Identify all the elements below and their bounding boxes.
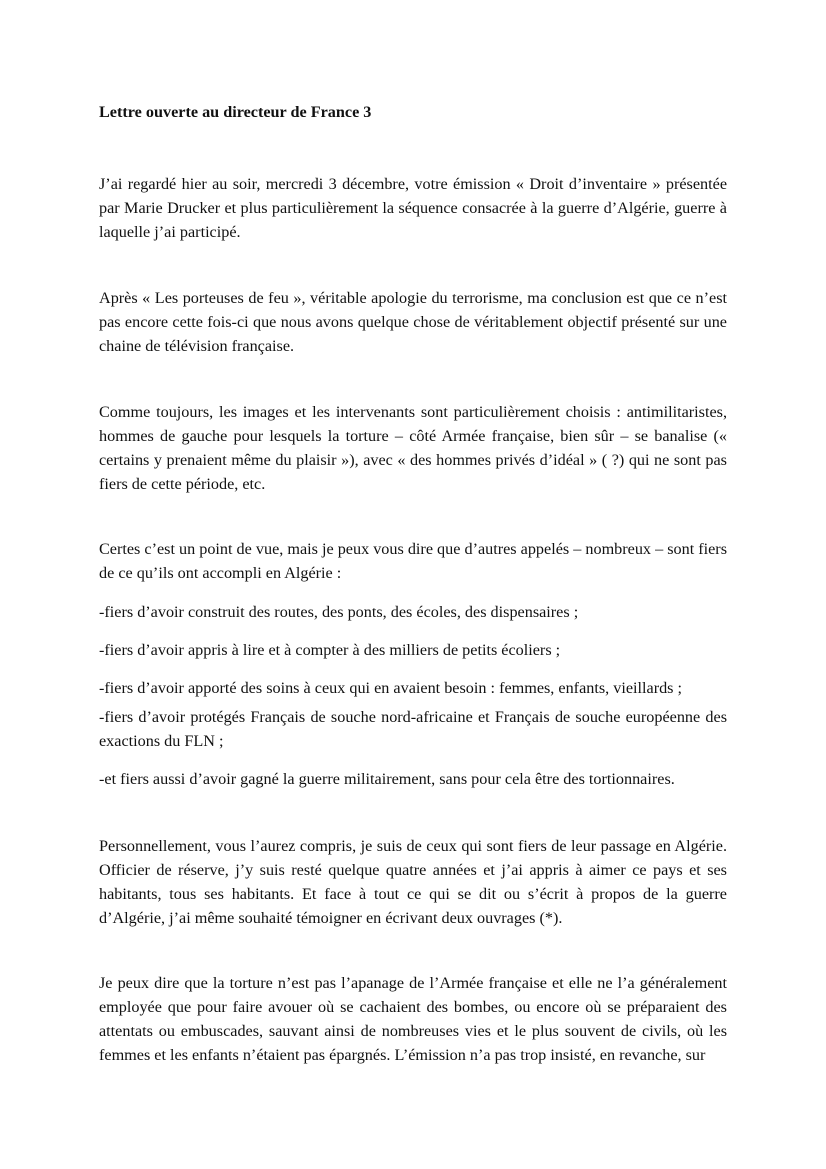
list-item-proteges: -fiers d’avoir protégés Français de souche nord-africaine et Français de souche européenne des exactions du FLN ; (99, 708, 727, 750)
letter-title: Lettre ouverte au directeur de France 3 (99, 103, 372, 121)
list-item-guerre-gagnee: -et fiers aussi d’avoir gagné la guerre militairement, sans pour cela être des tortionnaires. (99, 770, 675, 788)
list-item-soins: -fiers d’avoir apporté des soins à ceux qui en avaient besoin : femmes, enfants, vieillards ; (99, 679, 683, 697)
paragraph-point-de-vue: Certes c’est un point de vue, mais je peux vous dire que d’autres appelés – nombreux – sont fiers de ce qu’ils ont accompli en Algérie : (99, 540, 728, 582)
list-item-ecoliers: -fiers d’avoir appris à lire et à compter à des milliers de petits écoliers ; (99, 641, 561, 659)
paragraph-torture: Je peux dire que la torture n’est pas l’apanage de l’Armée française et elle ne l’a généralement employée que pour faire avouer où se cachaient des bombes, ou encore où se préparaient des attentats ou embuscades, sauvant ainsi de nombreuses vies et le plus souvent de civils, où les femmes et les enfants n’étaient pas épargnés. L’émission n’a pas trop insisté, en revanche, sur (99, 974, 727, 1064)
paragraph-intro: J’ai regardé hier au soir, mercredi 3 décembre, votre émission « Droit d’inventaire » présentée par Marie Drucker et plus particulièrement la séquence consacrée à la guerre d’Algérie, guerre à laquelle j’ai participé. (99, 175, 727, 241)
list-item-routes: -fiers d’avoir construit des routes, des ponts, des écoles, des dispensaires ; (99, 603, 579, 621)
paragraph-porteuses: Après « Les porteuses de feu », véritable apologie du terrorisme, ma conclusion est que ce n’est pas encore cette fois-ci que nous avons quelque chose de véritablement objectif présenté sur une chaine de télévision française. (99, 289, 727, 355)
paragraph-personnellement: Personnellement, vous l’aurez compris, je suis de ceux qui sont fiers de leur passage en Algérie. Officier de réserve, j’y suis resté quelque quatre années et j’ai appris à aimer ce pays et ses habitants, tous ses habitants. Et face à tout ce qui se dit ou s’écrit à propos de la guerre d’Algérie, j’ai même souhaité témoigner en écrivant deux ouvrages (*). (99, 837, 727, 927)
paragraph-intervenants: Comme toujours, les images et les intervenants sont particulièrement choisis : antimilitaristes, hommes de gauche pour lesquels la torture – côté Armée française, bien sûr – se banalise (« certains y prenaient même du plaisir »), avec « des hommes privés d’idéal » ( ?) qui ne sont pas fiers de cette période, etc. (99, 403, 727, 493)
